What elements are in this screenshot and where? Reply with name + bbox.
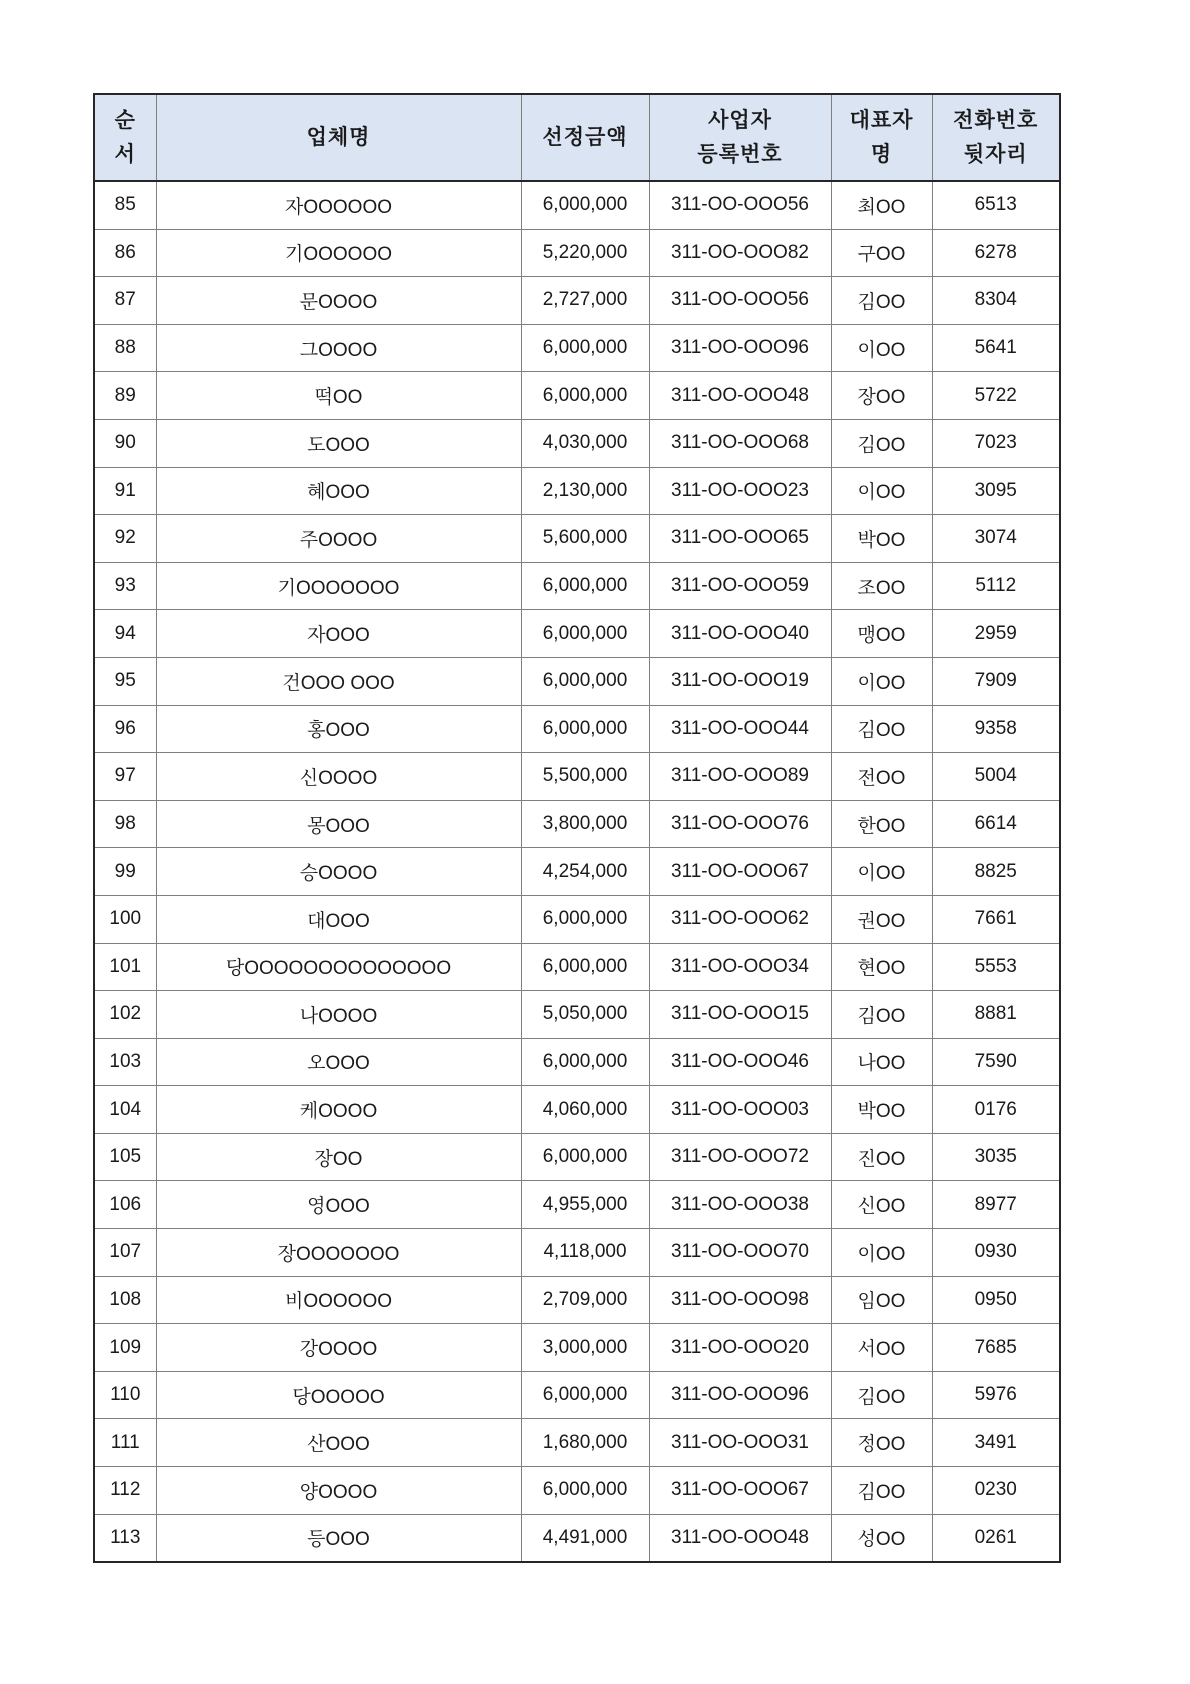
cell-representative: 권OO — [831, 895, 932, 943]
table-row — [94, 372, 1060, 420]
header-representative — [831, 94, 932, 181]
cell-amount: 6,000,000 — [521, 657, 649, 705]
cell-order: 107 — [94, 1229, 156, 1277]
cell-company: 영OOO — [156, 1181, 521, 1229]
cell-amount: 4,030,000 — [521, 419, 649, 467]
cell-amount: 3,000,000 — [521, 1324, 649, 1372]
cell-biz_reg_no: 311-OO-OOO96 — [649, 324, 831, 372]
header-representative-line: 명 — [870, 142, 893, 166]
cell-biz_reg_no: 311-OO-OOO68 — [649, 419, 831, 467]
cell-order: 106 — [94, 1181, 156, 1229]
table-row — [94, 1324, 1060, 1372]
cell-phone_last: 5112 — [932, 562, 1060, 610]
cell-representative: 조OO — [831, 562, 932, 610]
cell-biz_reg_no: 311-OO-OOO23 — [649, 467, 831, 515]
cell-amount: 6,000,000 — [521, 324, 649, 372]
cell-representative: 박OO — [831, 1086, 932, 1134]
header-biz_reg_no-line: 등록번호 — [697, 142, 783, 166]
cell-amount: 6,000,000 — [521, 943, 649, 991]
cell-company: 강OOOO — [156, 1324, 521, 1372]
cell-order: 102 — [94, 991, 156, 1039]
cell-representative: 현OO — [831, 943, 932, 991]
cell-phone_last: 5976 — [932, 1371, 1060, 1419]
cell-company: 몽OOO — [156, 800, 521, 848]
table-row — [94, 1038, 1060, 1086]
cell-company: 그OOOO — [156, 324, 521, 372]
cell-representative: 이OO — [831, 324, 932, 372]
cell-phone_last: 5722 — [932, 372, 1060, 420]
cell-phone_last: 8881 — [932, 991, 1060, 1039]
cell-biz_reg_no: 311-OO-OOO19 — [649, 657, 831, 705]
cell-order: 101 — [94, 943, 156, 991]
cell-amount: 6,000,000 — [521, 705, 649, 753]
cell-representative: 전OO — [831, 753, 932, 801]
cell-representative: 이OO — [831, 1229, 932, 1277]
cell-amount: 2,130,000 — [521, 467, 649, 515]
cell-biz_reg_no: 311-OO-OOO98 — [649, 1276, 831, 1324]
header-order-line: 순 — [114, 108, 136, 132]
cell-phone_last: 5641 — [932, 324, 1060, 372]
cell-representative: 장OO — [831, 372, 932, 420]
cell-biz_reg_no: 311-OO-OOO34 — [649, 943, 831, 991]
cell-phone_last: 3074 — [932, 515, 1060, 563]
table-row — [94, 181, 1060, 229]
cell-company: 기OOOOOOO — [156, 562, 521, 610]
table-row — [94, 562, 1060, 610]
cell-representative: 박OO — [831, 515, 932, 563]
cell-order: 88 — [94, 324, 156, 372]
cell-biz_reg_no: 311-OO-OOO59 — [649, 562, 831, 610]
cell-phone_last: 9358 — [932, 705, 1060, 753]
table-row — [94, 1133, 1060, 1181]
cell-company: 건OOO OOO — [156, 657, 521, 705]
cell-phone_last: 7661 — [932, 895, 1060, 943]
cell-phone_last: 0230 — [932, 1467, 1060, 1515]
cell-order: 105 — [94, 1133, 156, 1181]
cell-company: 자OOOOOO — [156, 181, 521, 229]
cell-order: 87 — [94, 277, 156, 325]
cell-order: 108 — [94, 1276, 156, 1324]
cell-amount: 6,000,000 — [521, 1371, 649, 1419]
header-order-line: 서 — [114, 142, 136, 166]
table-row — [94, 1229, 1060, 1277]
cell-biz_reg_no: 311-OO-OOO40 — [649, 610, 831, 658]
vendor-selection-table — [93, 93, 1061, 1563]
cell-order: 95 — [94, 657, 156, 705]
cell-representative: 임OO — [831, 1276, 932, 1324]
cell-representative: 정OO — [831, 1419, 932, 1467]
cell-amount: 6,000,000 — [521, 1133, 649, 1181]
cell-order: 100 — [94, 895, 156, 943]
cell-biz_reg_no: 311-OO-OOO48 — [649, 1514, 831, 1562]
table-row — [94, 1371, 1060, 1419]
table-row — [94, 1181, 1060, 1229]
cell-order: 90 — [94, 419, 156, 467]
cell-phone_last: 3035 — [932, 1133, 1060, 1181]
cell-order: 97 — [94, 753, 156, 801]
cell-company: 비OOOOOO — [156, 1276, 521, 1324]
cell-company: 산OOO — [156, 1419, 521, 1467]
cell-biz_reg_no: 311-OO-OOO67 — [649, 848, 831, 896]
table-row — [94, 610, 1060, 658]
cell-biz_reg_no: 311-OO-OOO65 — [649, 515, 831, 563]
cell-phone_last: 3491 — [932, 1419, 1060, 1467]
header-phone_last — [932, 94, 1060, 181]
header-biz_reg_no-line: 사업자 — [708, 108, 772, 132]
cell-amount: 4,118,000 — [521, 1229, 649, 1277]
cell-phone_last: 8825 — [932, 848, 1060, 896]
cell-amount: 4,254,000 — [521, 848, 649, 896]
cell-order: 91 — [94, 467, 156, 515]
cell-company: 떡OO — [156, 372, 521, 420]
cell-phone_last: 6614 — [932, 800, 1060, 848]
cell-order: 89 — [94, 372, 156, 420]
cell-biz_reg_no: 311-OO-OOO48 — [649, 372, 831, 420]
cell-order: 96 — [94, 705, 156, 753]
table-body — [94, 181, 1060, 1562]
cell-company: 승OOOO — [156, 848, 521, 896]
table-row — [94, 1514, 1060, 1562]
table-row — [94, 419, 1060, 467]
cell-phone_last: 7685 — [932, 1324, 1060, 1372]
cell-company: 당OOOOOOOOOOOOOO — [156, 943, 521, 991]
cell-representative: 성OO — [831, 1514, 932, 1562]
cell-amount: 6,000,000 — [521, 895, 649, 943]
cell-biz_reg_no: 311-OO-OOO82 — [649, 229, 831, 277]
cell-biz_reg_no: 311-OO-OOO89 — [649, 753, 831, 801]
table-row — [94, 943, 1060, 991]
table-row — [94, 895, 1060, 943]
header-order — [94, 94, 156, 181]
table-row — [94, 1276, 1060, 1324]
cell-phone_last: 7590 — [932, 1038, 1060, 1086]
cell-representative: 신OO — [831, 1181, 932, 1229]
cell-representative: 김OO — [831, 705, 932, 753]
cell-amount: 6,000,000 — [521, 562, 649, 610]
cell-biz_reg_no: 311-OO-OOO03 — [649, 1086, 831, 1134]
cell-order: 85 — [94, 181, 156, 229]
cell-representative: 김OO — [831, 419, 932, 467]
table-row — [94, 1086, 1060, 1134]
table-row — [94, 277, 1060, 325]
cell-amount: 4,955,000 — [521, 1181, 649, 1229]
table-row — [94, 753, 1060, 801]
cell-company: 홍OOO — [156, 705, 521, 753]
cell-company: 도OOO — [156, 419, 521, 467]
cell-representative: 이OO — [831, 467, 932, 515]
cell-biz_reg_no: 311-OO-OOO56 — [649, 277, 831, 325]
cell-phone_last: 0261 — [932, 1514, 1060, 1562]
table-row — [94, 515, 1060, 563]
cell-amount: 6,000,000 — [521, 1467, 649, 1515]
cell-amount: 1,680,000 — [521, 1419, 649, 1467]
cell-amount: 5,220,000 — [521, 229, 649, 277]
cell-representative: 서OO — [831, 1324, 932, 1372]
cell-representative: 구OO — [831, 229, 932, 277]
cell-phone_last: 3095 — [932, 467, 1060, 515]
cell-company: 장OOOOOOO — [156, 1229, 521, 1277]
cell-company: 케OOOO — [156, 1086, 521, 1134]
cell-amount: 5,600,000 — [521, 515, 649, 563]
cell-representative: 김OO — [831, 1371, 932, 1419]
cell-order: 104 — [94, 1086, 156, 1134]
table-row — [94, 848, 1060, 896]
cell-representative: 맹OO — [831, 610, 932, 658]
cell-biz_reg_no: 311-OO-OOO20 — [649, 1324, 831, 1372]
cell-representative: 최OO — [831, 181, 932, 229]
cell-company: 신OOOO — [156, 753, 521, 801]
cell-phone_last: 5004 — [932, 753, 1060, 801]
cell-amount: 5,050,000 — [521, 991, 649, 1039]
cell-representative: 진OO — [831, 1133, 932, 1181]
table-row — [94, 991, 1060, 1039]
cell-phone_last: 7023 — [932, 419, 1060, 467]
cell-amount: 5,500,000 — [521, 753, 649, 801]
table-row — [94, 1419, 1060, 1467]
cell-order: 110 — [94, 1371, 156, 1419]
cell-company: 나OOOO — [156, 991, 521, 1039]
cell-amount: 2,709,000 — [521, 1276, 649, 1324]
cell-biz_reg_no: 311-OO-OOO46 — [649, 1038, 831, 1086]
cell-representative: 김OO — [831, 277, 932, 325]
cell-company: 오OOO — [156, 1038, 521, 1086]
table-row — [94, 1467, 1060, 1515]
cell-amount: 4,491,000 — [521, 1514, 649, 1562]
cell-company: 혜OOO — [156, 467, 521, 515]
cell-biz_reg_no: 311-OO-OOO31 — [649, 1419, 831, 1467]
cell-order: 109 — [94, 1324, 156, 1372]
cell-amount: 6,000,000 — [521, 1038, 649, 1086]
cell-representative: 김OO — [831, 991, 932, 1039]
cell-biz_reg_no: 311-OO-OOO62 — [649, 895, 831, 943]
header-amount — [521, 94, 649, 181]
header-amount-line: 선정금액 — [542, 125, 628, 149]
cell-order: 113 — [94, 1514, 156, 1562]
header-representative-line: 대표자 — [849, 108, 914, 132]
table-header — [94, 94, 1060, 181]
cell-representative: 이OO — [831, 848, 932, 896]
cell-representative: 이OO — [831, 657, 932, 705]
cell-phone_last: 5553 — [932, 943, 1060, 991]
header-biz_reg_no — [649, 94, 831, 181]
cell-biz_reg_no: 311-OO-OOO56 — [649, 181, 831, 229]
cell-order: 92 — [94, 515, 156, 563]
cell-biz_reg_no: 311-OO-OOO72 — [649, 1133, 831, 1181]
cell-order: 94 — [94, 610, 156, 658]
cell-order: 111 — [94, 1419, 156, 1467]
cell-phone_last: 0930 — [932, 1229, 1060, 1277]
cell-company: 등OOO — [156, 1514, 521, 1562]
cell-company: 자OOO — [156, 610, 521, 658]
header-phone_last-line: 전화번호 — [953, 108, 1039, 132]
cell-representative: 나OO — [831, 1038, 932, 1086]
cell-phone_last: 8304 — [932, 277, 1060, 325]
cell-representative: 한OO — [831, 800, 932, 848]
cell-order: 112 — [94, 1467, 156, 1515]
cell-company: 주OOOO — [156, 515, 521, 563]
cell-phone_last: 0176 — [932, 1086, 1060, 1134]
cell-order: 93 — [94, 562, 156, 610]
cell-phone_last: 7909 — [932, 657, 1060, 705]
cell-amount: 3,800,000 — [521, 800, 649, 848]
table-row — [94, 229, 1060, 277]
cell-biz_reg_no: 311-OO-OOO70 — [649, 1229, 831, 1277]
cell-biz_reg_no: 311-OO-OOO67 — [649, 1467, 831, 1515]
cell-biz_reg_no: 311-OO-OOO38 — [649, 1181, 831, 1229]
cell-biz_reg_no: 311-OO-OOO15 — [649, 991, 831, 1039]
header-row — [94, 94, 1060, 181]
header-company — [156, 94, 521, 181]
cell-phone_last: 6278 — [932, 229, 1060, 277]
table-row — [94, 324, 1060, 372]
cell-company: 기OOOOOO — [156, 229, 521, 277]
cell-biz_reg_no: 311-OO-OOO44 — [649, 705, 831, 753]
cell-phone_last: 6513 — [932, 181, 1060, 229]
cell-order: 103 — [94, 1038, 156, 1086]
table-row — [94, 800, 1060, 848]
cell-order: 98 — [94, 800, 156, 848]
table-row — [94, 467, 1060, 515]
cell-order: 99 — [94, 848, 156, 896]
cell-representative: 김OO — [831, 1467, 932, 1515]
cell-phone_last: 8977 — [932, 1181, 1060, 1229]
cell-company: 문OOOO — [156, 277, 521, 325]
cell-amount: 4,060,000 — [521, 1086, 649, 1134]
table-row — [94, 657, 1060, 705]
header-company-line: 업체명 — [306, 125, 371, 149]
cell-biz_reg_no: 311-OO-OOO96 — [649, 1371, 831, 1419]
cell-biz_reg_no: 311-OO-OOO76 — [649, 800, 831, 848]
header-phone_last-line: 뒷자리 — [963, 142, 1028, 166]
cell-amount: 2,727,000 — [521, 277, 649, 325]
cell-amount: 6,000,000 — [521, 181, 649, 229]
cell-phone_last: 0950 — [932, 1276, 1060, 1324]
cell-order: 86 — [94, 229, 156, 277]
cell-company: 양OOOO — [156, 1467, 521, 1515]
cell-phone_last: 2959 — [932, 610, 1060, 658]
table-row — [94, 705, 1060, 753]
cell-company: 장OO — [156, 1133, 521, 1181]
cell-amount: 6,000,000 — [521, 610, 649, 658]
cell-company: 당OOOOO — [156, 1371, 521, 1419]
cell-company: 대OOO — [156, 895, 521, 943]
cell-amount: 6,000,000 — [521, 372, 649, 420]
